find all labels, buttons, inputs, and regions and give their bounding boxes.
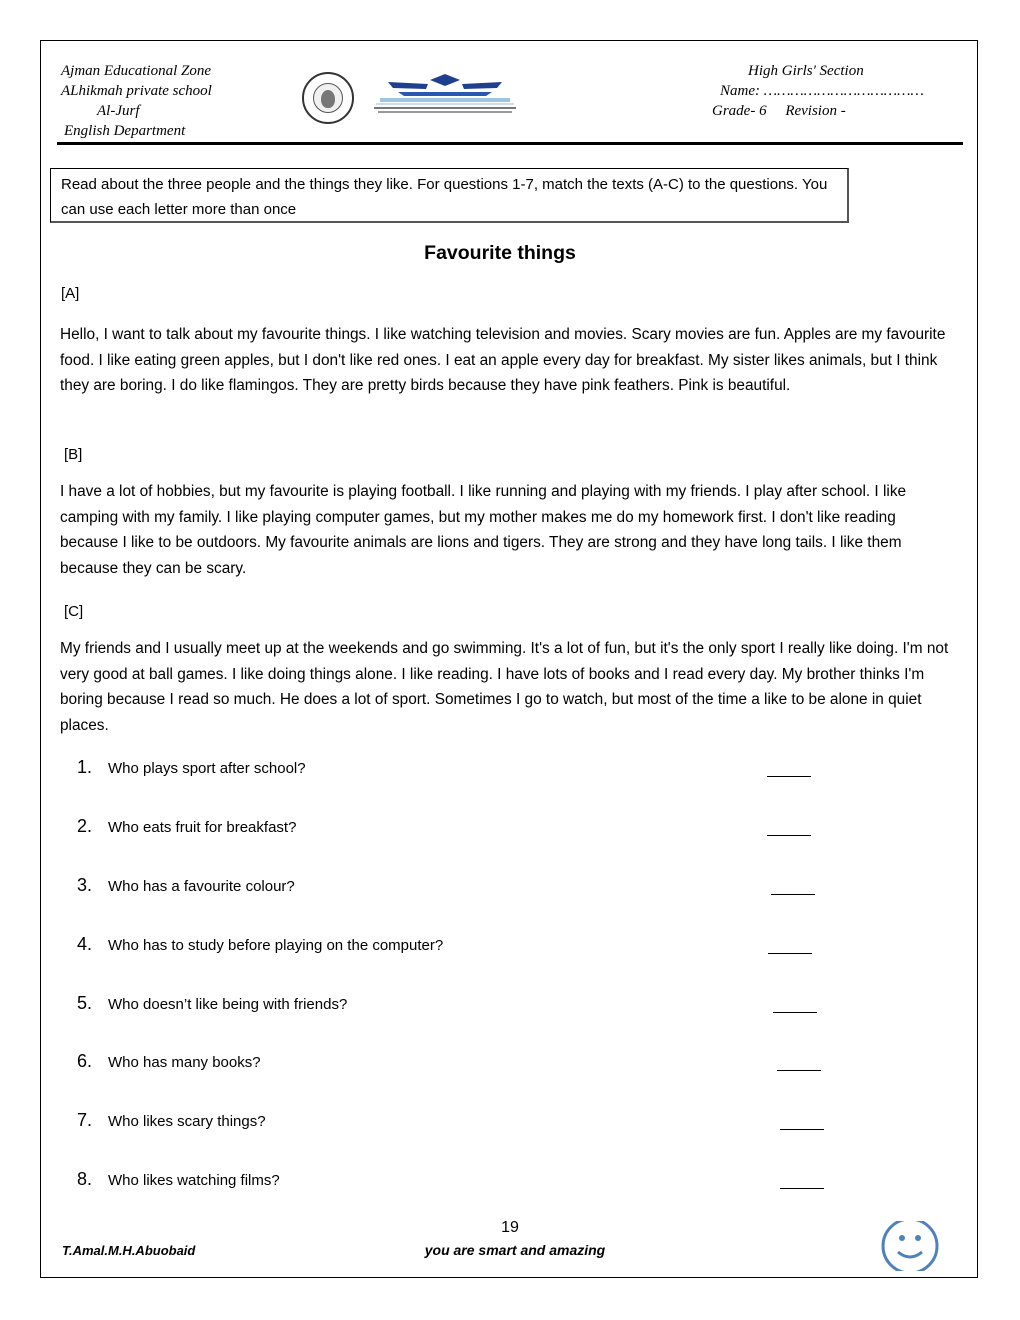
author-name: T.Amal.M.H.Abuobaid: [62, 1243, 196, 1258]
page-number: 19: [501, 1219, 519, 1236]
text-c-label: [C]: [64, 603, 84, 620]
question-number: 1.: [77, 757, 93, 777]
question-number: 6.: [77, 1051, 93, 1071]
location: Al-Jurf: [97, 103, 140, 119]
answer-blank[interactable]: [773, 996, 817, 1013]
question-number: 2.: [77, 816, 93, 836]
answer-blank[interactable]: [768, 937, 812, 954]
question-number: 5.: [77, 993, 93, 1013]
header-left: [61, 61, 212, 141]
answer-blank[interactable]: [767, 760, 811, 777]
grade-revision: Grade- 6 Revision -: [712, 103, 846, 119]
question-text: Who likes watching films?: [108, 1172, 280, 1189]
section-name: High Girls' Section: [748, 63, 864, 79]
department: English Department: [64, 123, 186, 139]
question-text: Who has a favourite colour?: [108, 878, 295, 895]
header-divider: [57, 142, 963, 145]
question-item: [77, 1051, 837, 1076]
name-field[interactable]: Name: ………………………………: [720, 83, 924, 99]
page-title: Favourite things: [424, 242, 576, 264]
question-item: [77, 757, 837, 782]
smiley-face-icon: [879, 1221, 941, 1271]
school-name: ALhikmah private school: [61, 83, 212, 99]
alhikmah-private-school-logo-icon: [368, 72, 522, 116]
question-number: 4.: [77, 934, 93, 954]
answer-blank[interactable]: [771, 878, 815, 895]
question-number: 8.: [77, 1169, 93, 1189]
question-text: Who doesn’t like being with friends?: [108, 996, 348, 1013]
text-c-body: My friends and I usually meet up at the weekends and go swimming. It's a lot of fun, but it's the only sport I really like doing. I'm not very good at ball games. I like doing things alone. I like reading. I have lots of books and I read every day. My brother thinks I'm boring because I read so much. He does a lot of sport. Sometimes I go to watch, but most of the time a like to be alone in quiet places.: [60, 640, 949, 734]
instructions-box: Read about the three people and the things they like. For questions 1-7, match the texts (A-C) to the questions. You can use each letter more than once: [50, 168, 849, 223]
question-text: Who has many books?: [108, 1054, 261, 1071]
question-text: Who eats fruit for breakfast?: [108, 819, 297, 836]
question-text: Who likes scary things?: [108, 1113, 266, 1130]
question-text: Who has to study before playing on the computer?: [108, 937, 444, 954]
question-item: [77, 1110, 837, 1135]
text-a-label: [A]: [61, 285, 80, 302]
question-number: 3.: [77, 875, 93, 895]
question-item: [77, 993, 837, 1018]
answer-blank[interactable]: [767, 819, 811, 836]
year-of-zayed-seal-icon: [302, 72, 354, 124]
text-b-label: [B]: [64, 446, 83, 463]
question-item: [77, 875, 837, 900]
question-text: Who plays sport after school?: [108, 760, 306, 777]
question-item: [77, 816, 837, 841]
question-number: 7.: [77, 1110, 93, 1130]
text-b-body: I have a lot of hobbies, but my favourite is playing football. I like running and playing with my friends. I play after school. I like camping with my family. I like playing computer games, but my mother makes me do my homework first. I don't like reading because I like to be outdoors. My favourite animals are lions and tigers. They are strong and they have long tails. I like them because they can be scary.: [60, 483, 907, 577]
answer-blank[interactable]: [777, 1054, 821, 1071]
answer-blank[interactable]: [780, 1113, 824, 1130]
text-a-body: Hello, I want to talk about my favourite things. I like watching television and movies. Scary movies are fun. Apples are my favourite food. I like eating green apples, but I don't like red ones. I eat an apple every day for breakfast. My sister likes animals, but I think they are boring. I do like flamingos. They are pretty birds because they have pink feathers. Pink is beautiful.: [60, 326, 946, 394]
answer-blank[interactable]: [780, 1172, 824, 1189]
zone-name: Ajman Educational Zone: [61, 63, 211, 79]
footer-motto: you are smart and amazing: [424, 1242, 606, 1258]
question-item: [77, 934, 837, 959]
question-item: [77, 1169, 837, 1194]
header-right: [700, 61, 924, 121]
